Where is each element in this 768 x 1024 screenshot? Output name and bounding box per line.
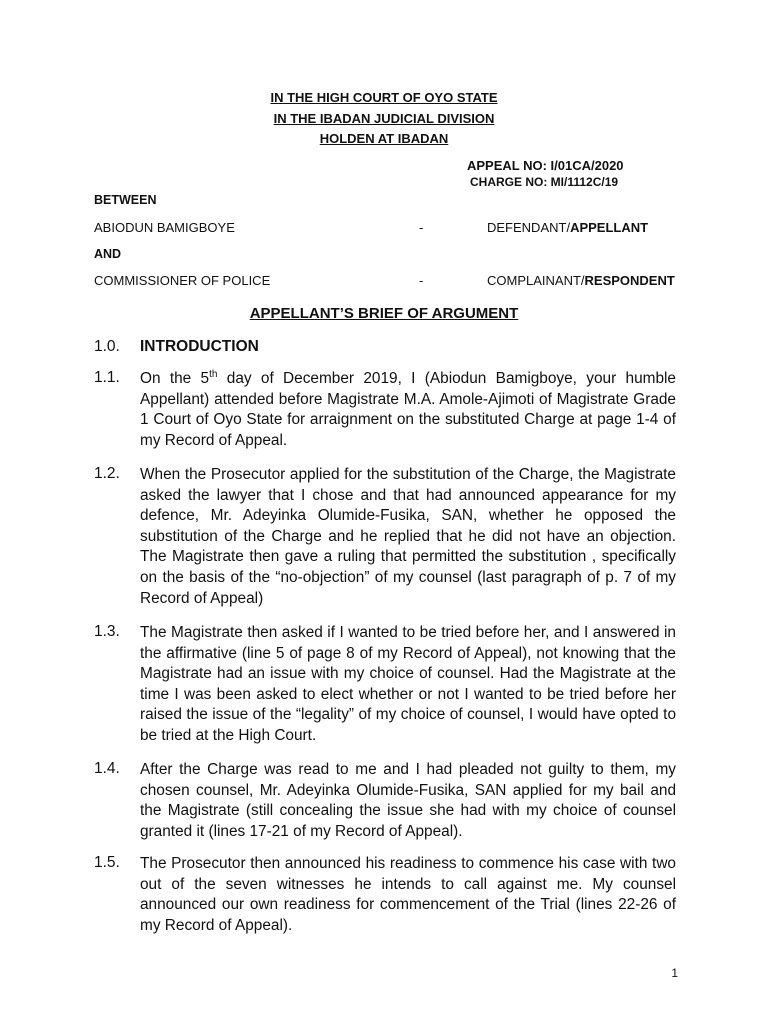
appellant-name: ABIODUN BAMIGBOYE	[94, 220, 235, 235]
respondent-name: COMMISSIONER OF POLICE	[94, 273, 271, 288]
appellant-dash: -	[419, 220, 424, 235]
respondent-dash: -	[419, 273, 424, 288]
brief-title: APPELLANT’S BRIEF OF ARGUMENT	[249, 305, 519, 322]
court-location: HOLDEN AT IBADAN	[319, 131, 449, 146]
ordinal-superscript: th	[209, 368, 218, 380]
paragraph-number: 1.1.	[94, 369, 120, 386]
respondent-role-plain: COMPLAINANT/	[487, 273, 585, 288]
between-label: BETWEEN	[94, 193, 157, 207]
paragraph-text: When the Prosecutor applied for the substitution of the Charge, the Magistrate asked the lawyer that I chose and that had announced appearance for my defence, Mr. Adeyinka Olumide-Fusika, SAN, whether he opposed the substitution of the Charge and he replied that he did not have an objection. The Magistrate then gave a ruling that permitted the substitution , specifically on the basis of the “no-objection” of my counsel (last paragraph of p. 7 of my Record of Appeal)	[140, 466, 676, 607]
respondent-role	[487, 273, 675, 288]
and-label: AND	[94, 247, 122, 261]
section-number: 1.0.	[94, 338, 120, 355]
paragraph-number: 1.2.	[94, 465, 120, 482]
paragraph-number: 1.4.	[94, 760, 120, 777]
page-number: 1	[671, 966, 678, 980]
appeal-number: APPEAL NO: I/01CA/2020	[467, 158, 624, 173]
paragraph-number: 1.3.	[94, 623, 120, 640]
paragraph-text	[140, 369, 676, 451]
paragraph-text-part: On the 5	[140, 370, 210, 387]
paragraph-text-part: day of December 2019, I (Abiodun Bamigboye, your humble Appellant) attended before Magistrate M.A. Amole-Ajimoti of Magistrate Grade 1 Court of Oyo State for arraignment on the substituted Charge at page 1-4 of my Record of Appeal.	[140, 370, 676, 449]
respondent-role-bold: RESPONDENT	[584, 273, 675, 288]
paragraph-text: The Magistrate then asked if I wanted to be tried before her, and I answered in the affirmative (line 5 of page 8 of my Record of Appeal), not knowing that the Magistrate had an issue with my choice of counsel. Had the Magistrate at the time I was been asked to elect whether or not I wanted to be tried before her raised the issue of the “legality” of my choice of counsel, I would have opted to be tried at the High Court.	[140, 624, 676, 744]
paragraph-number: 1.5.	[94, 854, 120, 871]
paragraph-text: The Prosecutor then announced his readiness to commence his case with two out of the seven witnesses he intends to call against me. My counsel announced our own readiness for commencement of the Trial (lines 22-26 of my Record of Appeal).	[140, 855, 676, 934]
appellant-role-bold: APPELLANT	[570, 220, 649, 235]
paragraph-text: After the Charge was read to me and I had pleaded not guilty to them, my chosen counsel, Mr. Adeyinka Olumide-Fusika, SAN applied for my bail and the Magistrate (still concealing the issue she had with my choice of counsel granted it (lines 17-21 of my Record of Appeal).	[140, 761, 676, 840]
section-heading: INTRODUCTION	[140, 338, 259, 355]
court-name: IN THE HIGH COURT OF OYO STATE	[270, 90, 498, 105]
appellant-role-plain: DEFENDANT/	[487, 220, 571, 235]
charge-number: CHARGE NO: MI/1112C/19	[470, 175, 619, 189]
appellant-role	[487, 220, 648, 235]
court-division: IN THE IBADAN JUDICIAL DIVISION	[273, 111, 495, 126]
